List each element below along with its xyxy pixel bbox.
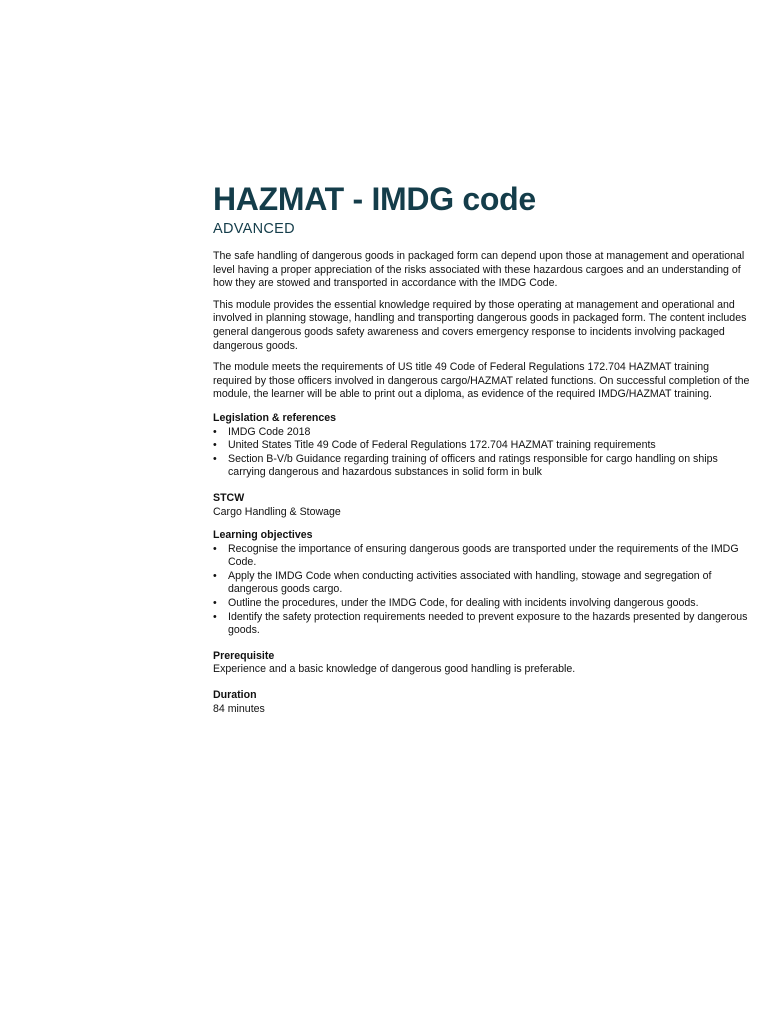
list-item: • Outline the procedures, under the IMDG Code, for dealing with incidents involving dangerous goods.	[213, 597, 750, 611]
module-paragraph: This module provides the essential knowledge required by those operating at management and operational and involved in planning stowage, handling and transporting dangerous goods in packaged form. The content includes general dangerous goods safety awareness and covers emergency response to incidents involving packaged dangerous goods.	[213, 298, 747, 352]
duration-section	[213, 689, 750, 716]
legislation-list	[213, 426, 750, 480]
stcw-heading: STCW	[213, 491, 245, 504]
course-level: ADVANCED	[213, 221, 295, 237]
list-item: • Identify the safety protection requirements needed to prevent exposure to the hazards presented by dangerous goods.	[213, 611, 750, 638]
legislation-heading: Legislation & references	[213, 411, 337, 424]
list-item: • IMDG Code 2018	[213, 426, 750, 440]
list-item: • Recognise the importance of ensuring dangerous goods are transported under the requirements of the IMDG Code.	[213, 543, 750, 570]
duration-value: 84 minutes	[213, 702, 265, 715]
stcw-section	[213, 492, 750, 519]
prerequisite-heading: Prerequisite	[213, 649, 275, 662]
list-item: • Apply the IMDG Code when conducting activities associated with handling, stowage and segregation of dangerous goods cargo.	[213, 570, 750, 597]
list-item: • United States Title 49 Code of Federal Regulations 172.704 HAZMAT training requirements	[213, 439, 750, 453]
prerequisite-value: Experience and a basic knowledge of dangerous good handling is preferable.	[213, 663, 576, 676]
requirements-paragraph: The module meets the requirements of US title 49 Code of Federal Regulations 172.704 HAZMAT training required by those officers involved in dangerous cargo/HAZMAT related functions. On successful completion of the module, the learner will be able to print out a diploma, as evidence of the required IMDG/HAZMAT training.	[213, 361, 750, 401]
course-description	[213, 180, 750, 716]
legislation-section	[213, 412, 750, 480]
objectives-section	[213, 529, 750, 638]
objectives-list	[213, 543, 750, 638]
stcw-value: Cargo Handling & Stowage	[213, 505, 341, 518]
page-title: HAZMAT - IMDG code	[213, 181, 536, 217]
prerequisite-section	[213, 650, 750, 677]
objectives-heading: Learning objectives	[213, 529, 313, 542]
intro-paragraph: The safe handling of dangerous goods in packaged form can depend upon those at management and operational level having a proper appreciation of the risks associated with these hazardous cargoes and an understanding of how they are stowed and transported in accordance with the IMDG Code.	[213, 250, 745, 290]
list-item: • Section B-V/b Guidance regarding training of officers and ratings responsible for cargo handling on ships carrying dangerous and hazardous substances in solid form in bulk	[213, 453, 750, 480]
duration-heading: Duration	[213, 689, 257, 702]
